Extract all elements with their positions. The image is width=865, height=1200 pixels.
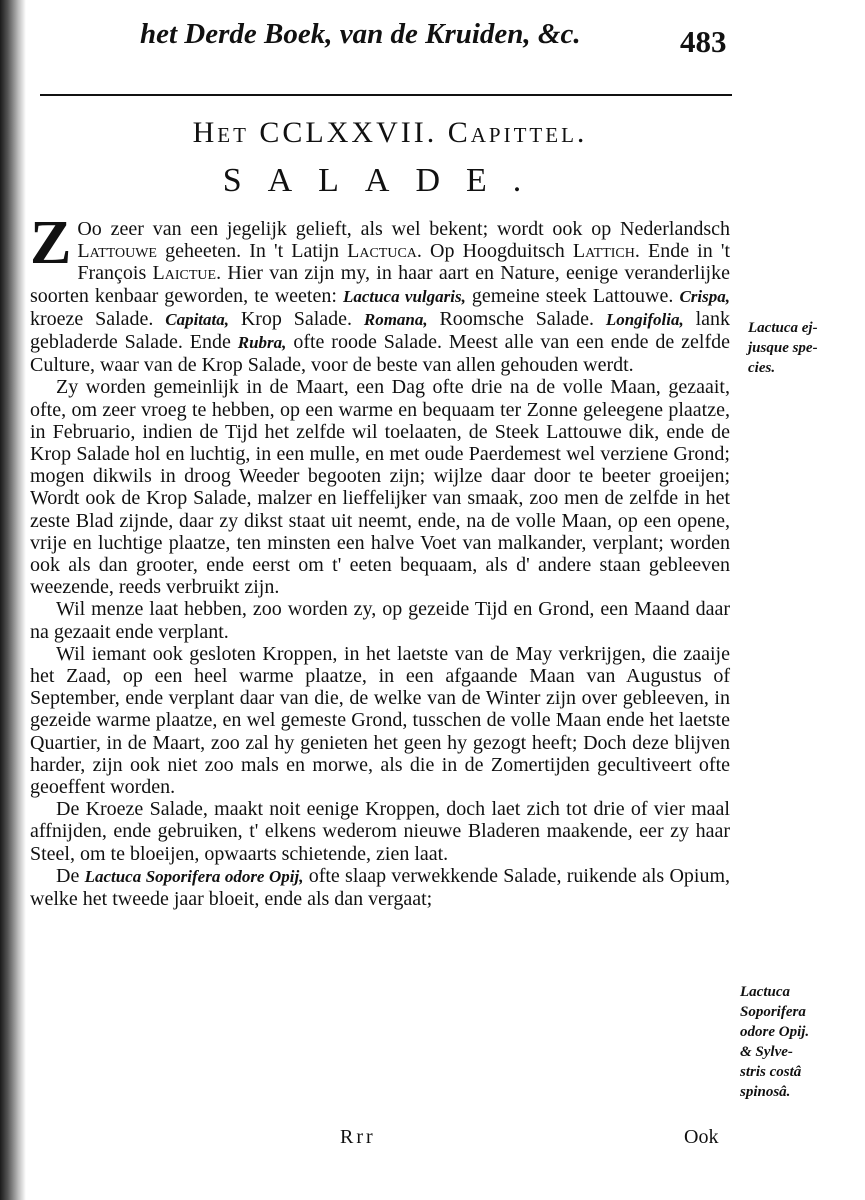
- latin-name: Romana,: [363, 309, 428, 329]
- marginal-line: stris costâ: [740, 1064, 802, 1080]
- drop-cap: Z: [30, 209, 72, 277]
- marginal-line: jusque spe-: [748, 340, 818, 356]
- text-run: geheeten. In 't Latijn: [156, 240, 348, 263]
- paragraph-2: Zy worden gemeinlijk in de Maart, een Dag ofte drie na de volle Maan, gezaait, ofte, om zeer vroeg te hebben, op een warme en bequaam ter Zonne geleegene plaatze, in Februario, indien de Tijd het zelfde wil toelaaten, de Steek Lattouwe dik, ende de Krop Salade hol en luchtig, in een mulle, en met oude Paerdemest wel verziene Grond; mogen dikwils in droog Weeder begooten zijn; wijlze daar door te beeter groeijen; Wordt ook de Krop Salade, malzer en lieffelijker van smaak, zoo men de zelfde in het zeste Blad zijnde, daar zy dikst staat uit neemt, ende, na de volle Maan, op een opene, vrije en luchtige plaatze, ten minsten een halve Voet van malkander, verplant; worden ook als dan grooter, ende eerst om t' eeten bequaam, als d' andere staan gebleeven weezende, reeds verbruikt zijn.: [30, 376, 730, 599]
- plant-name: Lactuca: [347, 240, 417, 263]
- latin-name: Lactuca vulgaris,: [342, 286, 466, 306]
- text-run: kroeze Salade.: [30, 307, 166, 330]
- body-text: [30, 209, 730, 911]
- marginal-note-lactuca-species: [748, 318, 818, 378]
- marginal-note-lactuca-soporifera: [740, 982, 809, 1102]
- latin-name: Lactuca Soporifera odore Opij,: [84, 866, 304, 886]
- latin-name: Rubra,: [237, 333, 287, 353]
- latin-name: Longifolia,: [605, 309, 684, 329]
- text-run: Krop Salade.: [229, 307, 364, 330]
- latin-name: Capitata,: [165, 309, 229, 329]
- paragraph-6: [30, 865, 730, 910]
- text-run: . Ende in 't François: [77, 240, 730, 285]
- plant-name: Laictue: [152, 262, 217, 285]
- header-rule: [40, 94, 732, 96]
- paragraph-4: Wil iemant ook gesloten Kroppen, in het laetste van de May verkrijgen, die zaaije het Zaad, op een heel warme plaatze, in een afgaande Maan van Augustus of September, ende verplant daar van die, de welke van de Winter zijn over gebleeven, in gezeide warme plaatze, en wel gemeste Grond, tusschen de volle Maan ende het laetste Quartier, in de Maart, zoo zal hy genieten het geen hy gezogt heeft; Doch deze blijven harder, zijn ook niet zoo mals en morwe, als die in de Zomertijden gecultiveert ofte geoeffent worden.: [30, 642, 730, 799]
- text-run: Roomsche Salade.: [427, 307, 606, 330]
- plant-name: Lattich: [572, 240, 635, 263]
- text-run: . Op Hoogduitsch: [416, 240, 573, 263]
- paragraph-1: [30, 209, 730, 377]
- paragraph-3: Wil menze laat hebben, zoo worden zy, op gezeide Tijd en Grond, een Maand daar na gezaait ende verplant.: [30, 598, 730, 643]
- marginal-line: Soporifera: [740, 1004, 806, 1020]
- text-run: lank gebladerde Salade. Ende: [30, 307, 730, 354]
- marginal-line: & Sylve-: [740, 1044, 793, 1060]
- latin-name: Crispa,: [679, 286, 730, 306]
- marginal-line: Lactuca: [740, 984, 790, 1000]
- section-title: SALADE.: [222, 162, 548, 199]
- catchword: Ook: [684, 1126, 719, 1148]
- text-run: gemeine steek Lattouwe.: [465, 284, 680, 307]
- marginal-line: spinosâ.: [740, 1084, 791, 1100]
- marginal-line: odore Opij.: [740, 1024, 810, 1040]
- text-run: Oo zeer van een jegelijk gelieft, als wel bekent; wordt ook op Nederlandsch: [77, 218, 730, 240]
- text-run: ofte roode Salade. Meest alle van een ende de zelfde Culture, waar van de Krop Salade, voor de beste van allen gehouden werdt.: [30, 331, 730, 377]
- marginal-line: Lactuca ej-: [748, 320, 818, 336]
- text-run: De: [56, 864, 85, 887]
- paragraph-5: De Kroeze Salade, maakt noit eenige Kroppen, doch laet zich tot drie of vier maal affnijden, ende gebruiken, t' elkens wederom nieuwe Bladeren maakende, eer zy haar Steel, om te bloeijen, opwaarts schietende, zien laat.: [30, 798, 730, 865]
- page-number: 483: [680, 24, 727, 59]
- plant-name: Lattouwe: [77, 240, 157, 263]
- marginal-line: cies.: [748, 360, 776, 376]
- chapter-title: Het CCLXXVII. Capittel.: [192, 116, 588, 149]
- text-run: . Hier van zijn my, in haar aart en Nature, eenige veranderlijke soorten kenbaar geworden, te weeten:: [30, 262, 730, 307]
- text-run: ofte slaap verwekkende Salade, ruikende als Opium, welke het tweede jaar bloeit, ende als dan vergaat;: [30, 864, 730, 911]
- signature-mark: Rrr: [340, 1126, 376, 1148]
- running-head: het Derde Boek, van de Kruiden, &c.: [140, 18, 581, 50]
